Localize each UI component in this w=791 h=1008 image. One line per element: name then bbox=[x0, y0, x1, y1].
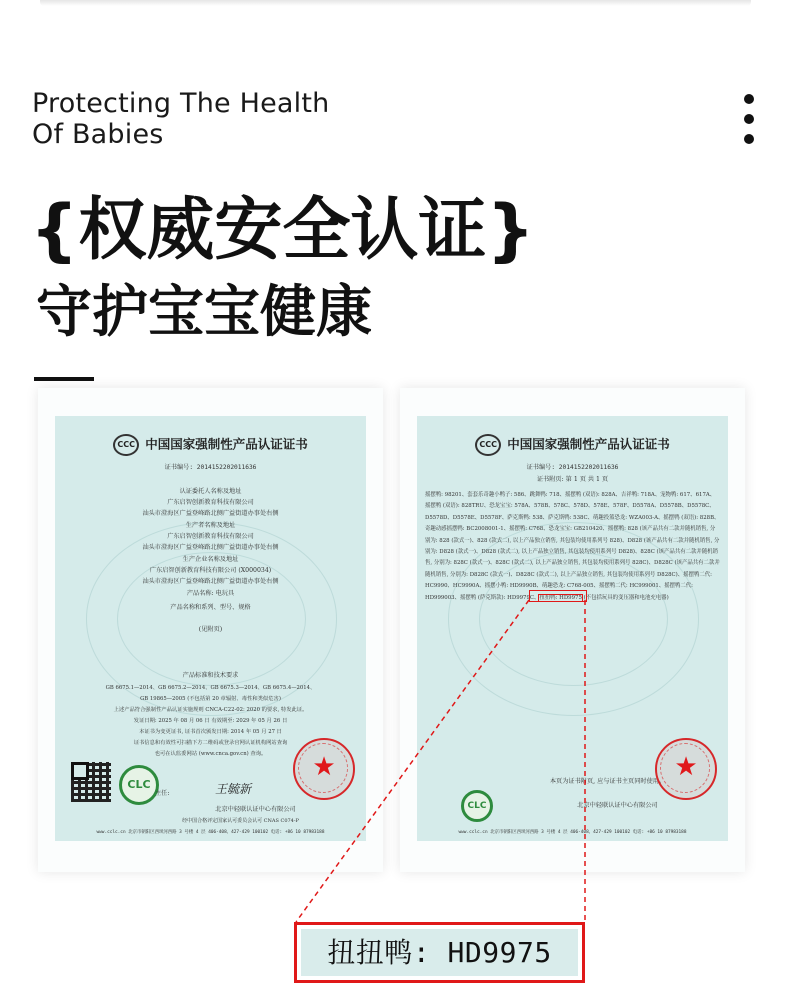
certificate-header: CCC 中国国家强制性产品认证证书 bbox=[417, 434, 728, 456]
cert-line: 广东启智创新教育科技有限公司 bbox=[167, 533, 254, 540]
cert-standard: 产品标准和技术要求 bbox=[182, 672, 239, 679]
tagline-line-2: Of Babies bbox=[32, 119, 164, 150]
cert-line: 汕头市澄海区广益登峰路北侧广益街道办事处右侧 bbox=[142, 510, 279, 517]
issuer-name: 北京中轻联认证中心有限公司 bbox=[215, 806, 296, 813]
cert-line: 产品名称: 电玩具 bbox=[186, 590, 235, 597]
certificate-footer: www.cclc.cn 北京市朝阳区西坝河西路 3 号楼 4 层 406-408、427-429 100102 电话: +86 10 87983188 bbox=[96, 830, 325, 835]
cert-issue-date: 发证日期: 2025 年 08 月 06 日 有效期至: 2029 年 05 月 26 日 bbox=[133, 718, 288, 724]
cert-line: 认证委托人名称及地址 bbox=[179, 488, 242, 495]
cert-standard: GB 19865—2005 (不包括第 20 章辐射、毒性和类似危害) bbox=[140, 696, 281, 702]
certificate-footer: www.cclc.cn 北京市朝阳区西坝河西路 3 号楼 4 层 406-408、427-429 100102 电话: +86 10 87983188 bbox=[458, 830, 687, 835]
signature: 王毓新 bbox=[215, 782, 252, 796]
cert-line: 汕头市澄海区广益登峰路北侧广益街道办事处右侧 bbox=[142, 544, 279, 551]
page-subtitle: 守护宝宝健康 bbox=[36, 280, 372, 345]
seal-icon: ★ bbox=[293, 738, 355, 800]
certificate-header: CCC 中国国家强制性产品认证证书 bbox=[55, 434, 366, 456]
cert-line: 产品名称和系列、型号、规格 bbox=[170, 604, 251, 611]
appendix-note: 本页为证书附页, 应与证书主页同时使用。 bbox=[549, 778, 666, 785]
cert-line: (见附页) bbox=[198, 626, 223, 633]
cert-line: 广东启智创新教育科技有限公司 bbox=[167, 499, 254, 506]
cert-line: 汕头市澄海区广益登峰路北侧广益街道办事处右侧 bbox=[142, 578, 279, 585]
issuer-name: 北京中轻联认证中心有限公司 bbox=[577, 802, 658, 809]
signer-label: 主任: bbox=[155, 790, 170, 797]
cert-standard: 也可在认监委网站 (www.cnca.gov.cn) 查询。 bbox=[154, 751, 267, 757]
zoom-callout-text: 扭扭鸭: HD9975 bbox=[301, 929, 578, 976]
page-title: {权威安全认证} bbox=[30, 191, 535, 270]
cert-line: 生产企业名称及地址 bbox=[182, 556, 239, 563]
zoom-callout bbox=[294, 922, 585, 983]
cert-line: 广东启智创新教育科技有限公司 (X000034) bbox=[149, 567, 272, 574]
accreditation: 经中国合格评定国家认可委员会认可 CNAS C074-P bbox=[182, 818, 299, 824]
cert-standard: 本证书为变更证书, 证书首次颁发日期: 2014 年 05 月 27 日 bbox=[139, 729, 282, 735]
clc-logo-icon: CLC bbox=[119, 765, 159, 805]
model-list: 摇摆鸭: 98201、套套乐奇趣小鸭子: 586、跳舞鸭: 718、摇摆鸭 (双语): 828A、吉祥鸭: 718A、宠物鸭: 617、617A、摇摆鸭 (双语): 828TRU、恐龙宝宝: 578A、578B、578C、578D、578E、578F、D5578A、D5578B、D5578C、D5578D、D5578E、D5578F、萨克斯鸭: 538、萨克斯鸭: 538C、萌趣投篮恐龙: WZA003-A、摇摆鸭 (双语): 828B、奇趣动感摇摆鸭: BC2008001-1、摇摆鸭: C768、恐龙宝宝: GB210420、摇摆鸭: 828 (该产品共有二款并随机销售, 分别为: 828 (款式一)、828 (款式二), 以上产品独立销售, 其包装均使用系列号 828)、D828 (该产品共有二款并随机销售, 分别为: D828 (款式一)、D828 (款式二), 以上产品独立销售, 其包装均使用系列号 D828)、828C (该产品共有二款并随机销售, 分别为: 828C (款式一)、828C (款式二), 以上产品独立销售, 其包装均使用系列号 828C)、D828C (该产品共有二款并随机销售, 分别为: D828C (款式一)、D828C (款式二), 以上产品独立销售, 其包装均使用系列号 D828C)、摇摆鸭二代: HC9990、HC9990A、摇摆小鸭: HD9990B、萌趣恐龙: C768-005、摇摆鸭二代: HC999001、摇摆鸭二代: HD999003、摇摆鸭 (萨克斯款): HD9979C、扭扭鸭: HD9975 (不包括玩具的变压器和电池充电器) bbox=[425, 492, 720, 601]
ccc-mark-icon: CCC bbox=[475, 434, 501, 456]
certificate-number: 证书编号: 2014152202011636 bbox=[526, 464, 619, 471]
cert-standard: GB 6675.1—2014、GB 6675.2—2014、GB 6675.3—2014、GB 6675.4—2014、 bbox=[105, 685, 316, 691]
clc-logo-icon: CLC bbox=[461, 790, 493, 822]
appendix-page-number: 证书附页: 第 1 页 共 1 页 bbox=[536, 476, 609, 483]
certificate-number: 证书编号: 2014152202011636 bbox=[164, 464, 257, 471]
cert-standard: 证书信息和有效性可扫描下方二维码或登录官网认证机构网站查询 bbox=[133, 740, 288, 746]
cert-standard: 上述产品符合强制性产品认证实施规则 CNCA-C22-02: 2020 的要求, 特发此证。 bbox=[113, 707, 308, 713]
seal-icon: ★ bbox=[655, 738, 717, 800]
cert-line: 生产者名称及地址 bbox=[185, 522, 236, 529]
highlighted-model: 扭扭鸭: HD9975 bbox=[539, 594, 582, 601]
ccc-mark-icon: CCC bbox=[113, 434, 139, 456]
tagline-line-1: Protecting The Health bbox=[32, 88, 330, 119]
